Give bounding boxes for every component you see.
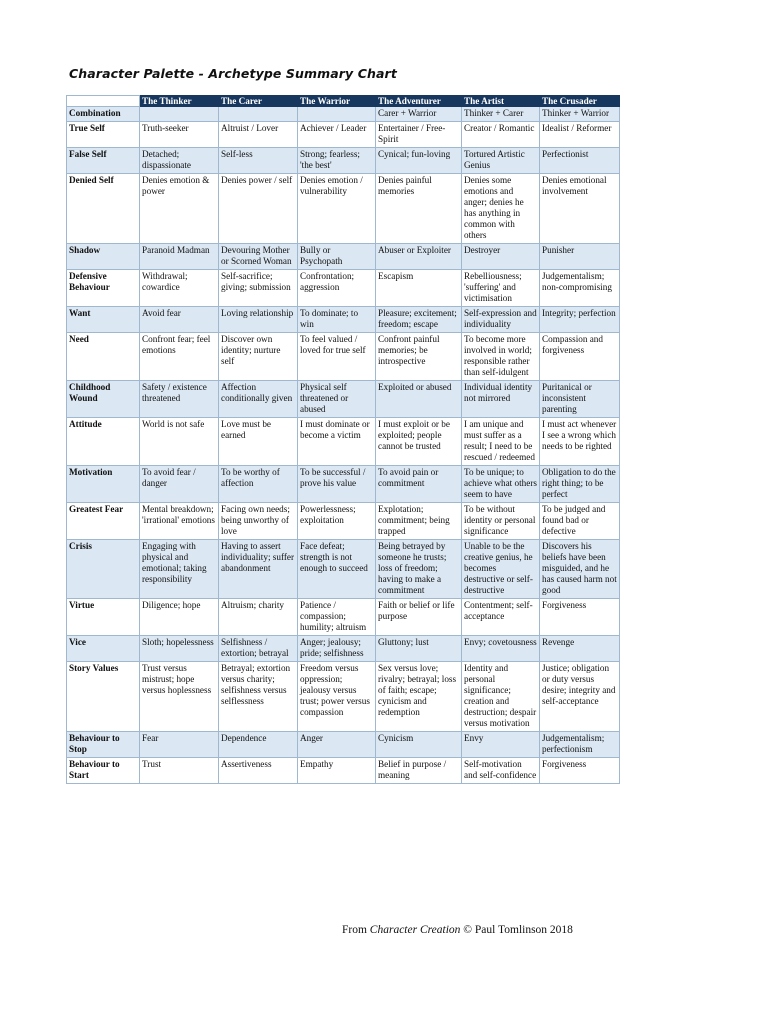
archetype-table — [66, 95, 620, 784]
table-cell: Freedom versus oppression; jealousy versus trust; power versus compassion — [298, 662, 376, 732]
row-label: Greatest Fear — [67, 503, 140, 540]
table-row — [67, 466, 620, 503]
table-cell: Face defeat; strength is not enough to succeed — [298, 540, 376, 599]
table-cell: Truth-seeker — [140, 122, 219, 148]
row-label: Attitude — [67, 418, 140, 466]
footer-prefix: From — [342, 924, 370, 936]
table-cell: Self-less — [219, 148, 298, 174]
row-label: Need — [67, 333, 140, 381]
table-cell — [140, 107, 219, 122]
table-cell: Individual identity not mirrored — [462, 381, 540, 418]
table-row — [67, 148, 620, 174]
table-cell: Explotation; commitment; being trapped — [376, 503, 462, 540]
table-cell: Confront painful memories; be introspective — [376, 333, 462, 381]
table-cell: Safety / existence threatened — [140, 381, 219, 418]
row-label: Behaviour to Start — [67, 758, 140, 784]
row-label: Crisis — [67, 540, 140, 599]
table-cell: Tortured Artistic Genius — [462, 148, 540, 174]
table-cell: Puritanical or inconsistent parenting — [540, 381, 620, 418]
table-row — [67, 732, 620, 758]
table-cell: Denies some emotions and anger; denies he has anything in common with others — [462, 174, 540, 244]
table-cell: Rebelliousness; 'suffering' and victimisation — [462, 270, 540, 307]
table-cell: Self-sacrifice; giving; submission — [219, 270, 298, 307]
table-cell: Confront fear; feel emotions — [140, 333, 219, 381]
table-cell: Withdrawal; cowardice — [140, 270, 219, 307]
table-cell: Gluttony; lust — [376, 636, 462, 662]
table-cell: Revenge — [540, 636, 620, 662]
table-cell: Paranoid Madman — [140, 244, 219, 270]
table-cell: Powerlessness; exploitation — [298, 503, 376, 540]
table-cell: Cynicism — [376, 732, 462, 758]
table-cell: Contentment; self-acceptance — [462, 599, 540, 636]
row-label: Defensive Behaviour — [67, 270, 140, 307]
row-label: Want — [67, 307, 140, 333]
row-label: Combination — [67, 107, 140, 122]
table-row — [67, 636, 620, 662]
table-cell: Facing own needs; being unworthy of love — [219, 503, 298, 540]
table-cell: Identity and personal significance; creation and destruction; despair versus motivation — [462, 662, 540, 732]
table-cell: Sex versus love; rivalry; betrayal; loss of faith; escape; cynicism and redemption — [376, 662, 462, 732]
table-cell: Assertiveness — [219, 758, 298, 784]
row-label: False Self — [67, 148, 140, 174]
table-cell: World is not safe — [140, 418, 219, 466]
table-cell: I must exploit or be exploited; people cannot be trusted — [376, 418, 462, 466]
table-cell: Abuser or Exploiter — [376, 244, 462, 270]
table-cell: Perfectionist — [540, 148, 620, 174]
table-row — [67, 174, 620, 244]
table-cell: Bully or Psychopath — [298, 244, 376, 270]
table-cell: To feel valued / loved for true self — [298, 333, 376, 381]
table-cell: Fear — [140, 732, 219, 758]
table-cell: Justice; obligation or duty versus desire; integrity and self-acceptance — [540, 662, 620, 732]
row-label: Shadow — [67, 244, 140, 270]
table-cell: Discovers his beliefs have been misguided, and he has caused harm not good — [540, 540, 620, 599]
table-cell: Creator / Romantic — [462, 122, 540, 148]
table-row — [67, 758, 620, 784]
table-cell: Denies emotional involvement — [540, 174, 620, 244]
table-row — [67, 107, 620, 122]
table-cell — [219, 107, 298, 122]
table-cell: To be without identity or personal significance — [462, 503, 540, 540]
table-cell: Envy — [462, 732, 540, 758]
row-label: Vice — [67, 636, 140, 662]
table-cell: Faith or belief or life purpose — [376, 599, 462, 636]
table-cell: Carer + Warrior — [376, 107, 462, 122]
table-cell: Belief in purpose / meaning — [376, 758, 462, 784]
table-cell: Forgiveness — [540, 599, 620, 636]
table-cell: Denies painful memories — [376, 174, 462, 244]
table-row — [67, 599, 620, 636]
table-cell: To be worthy of affection — [219, 466, 298, 503]
table-cell: Entertainer / Free-Spirit — [376, 122, 462, 148]
table-row — [67, 540, 620, 599]
table-cell: Mental breakdown; 'irrational' emotions — [140, 503, 219, 540]
page-title: Character Palette - Archetype Summary Chart — [69, 66, 397, 81]
table-cell: Pleasure; excitement; freedom; escape — [376, 307, 462, 333]
table-cell: Exploited or abused — [376, 381, 462, 418]
table-row — [67, 307, 620, 333]
table-row — [67, 122, 620, 148]
table-cell: Dependence — [219, 732, 298, 758]
table-row — [67, 662, 620, 732]
footer-credit — [342, 924, 573, 936]
table-cell: Betrayal; extortion versus charity; selfishness versus selflessness — [219, 662, 298, 732]
table-cell: Patience / compassion; humility; altruism — [298, 599, 376, 636]
table-cell: Denies power / self — [219, 174, 298, 244]
table-cell: Anger; jealousy; pride; selfishness — [298, 636, 376, 662]
table-cell: Selfishness / extortion; betrayal — [219, 636, 298, 662]
table-cell: Judgementalism; non-compromising — [540, 270, 620, 307]
table-cell: Unable to be the creative genius, he becomes destructive or self-destructive — [462, 540, 540, 599]
table-cell: Envy; covetousness — [462, 636, 540, 662]
table-cell: Cynical; fun-loving — [376, 148, 462, 174]
table-cell: Physical self threatened or abused — [298, 381, 376, 418]
footer-copyright: © Paul Tomlinson 2018 — [460, 924, 573, 936]
table-cell: To be unique; to achieve what others seem to have — [462, 466, 540, 503]
table-cell: To dominate; to win — [298, 307, 376, 333]
table-cell: Sloth; hopelessness — [140, 636, 219, 662]
table-cell: Detached; dispassionate — [140, 148, 219, 174]
column-header: The Crusader — [540, 96, 620, 107]
table-cell: To avoid fear / danger — [140, 466, 219, 503]
table-cell: Engaging with physical and emotional; taking responsibility — [140, 540, 219, 599]
table-cell: Idealist / Reformer — [540, 122, 620, 148]
table-cell: I am unique and must suffer as a result; I need to be rescued / redeemed — [462, 418, 540, 466]
table-body — [67, 107, 620, 784]
table-cell: Affection conditionally given — [219, 381, 298, 418]
table-cell: Love must be earned — [219, 418, 298, 466]
table-cell: Destroyer — [462, 244, 540, 270]
column-header: The Thinker — [140, 96, 219, 107]
column-header: The Adventurer — [376, 96, 462, 107]
table-cell: Thinker + Warrior — [540, 107, 620, 122]
row-label: Virtue — [67, 599, 140, 636]
table-row — [67, 381, 620, 418]
table-cell: Denies emotion & power — [140, 174, 219, 244]
table-row — [67, 418, 620, 466]
row-label: Childhood Wound — [67, 381, 140, 418]
table-cell: Empathy — [298, 758, 376, 784]
table-cell: Confrontation; aggression — [298, 270, 376, 307]
table-cell: Thinker + Carer — [462, 107, 540, 122]
table-cell: Trust — [140, 758, 219, 784]
table-row — [67, 333, 620, 381]
table-cell: Judgementalism; perfectionism — [540, 732, 620, 758]
column-header: The Carer — [219, 96, 298, 107]
table-header-row — [67, 96, 620, 107]
table-cell: Devouring Mother or Scorned Woman — [219, 244, 298, 270]
table-cell: Discover own identity; nurture self — [219, 333, 298, 381]
footer-book-title: Character Creation — [369, 924, 461, 936]
table-cell: Denies emotion / vulnerability — [298, 174, 376, 244]
table-cell: Having to assert individuality; suffer abandonment — [219, 540, 298, 599]
table-cell: Achiever / Leader — [298, 122, 376, 148]
table-cell: Strong; fearless; 'the best' — [298, 148, 376, 174]
table-cell: To become more involved in world; responsible rather than self-idulgent — [462, 333, 540, 381]
table-row — [67, 244, 620, 270]
table-cell: Integrity; perfection — [540, 307, 620, 333]
table-cell: To be judged and found bad or defective — [540, 503, 620, 540]
table-cell: Diligence; hope — [140, 599, 219, 636]
table-cell: Anger — [298, 732, 376, 758]
row-label: Motivation — [67, 466, 140, 503]
table-cell — [298, 107, 376, 122]
table-cell: Being betrayed by someone he trusts; loss of freedom; having to make a commitment — [376, 540, 462, 599]
table-cell: Punisher — [540, 244, 620, 270]
table-cell: Compassion and forgiveness — [540, 333, 620, 381]
table-cell: I must act whenever I see a wrong which needs to be righted — [540, 418, 620, 466]
table-cell: Avoid fear — [140, 307, 219, 333]
table-cell: Escapism — [376, 270, 462, 307]
table-cell: Loving relationship — [219, 307, 298, 333]
table-cell: Obligation to do the right thing; to be perfect — [540, 466, 620, 503]
row-label: Behaviour to Stop — [67, 732, 140, 758]
table-row — [67, 503, 620, 540]
table-cell: Altruist / Lover — [219, 122, 298, 148]
row-label: True Self — [67, 122, 140, 148]
header-corner-cell — [67, 96, 140, 107]
table-cell: I must dominate or become a victim — [298, 418, 376, 466]
table-cell: Self-motivation and self-confidence — [462, 758, 540, 784]
table-cell: To avoid pain or commitment — [376, 466, 462, 503]
table-cell: Altruism; charity — [219, 599, 298, 636]
table-cell: Forgiveness — [540, 758, 620, 784]
table-row — [67, 270, 620, 307]
row-label: Denied Self — [67, 174, 140, 244]
table-cell: To be successful / prove his value — [298, 466, 376, 503]
row-label: Story Values — [67, 662, 140, 732]
table-cell: Trust versus mistrust; hope versus hoplessness — [140, 662, 219, 732]
column-header: The Warrior — [298, 96, 376, 107]
table-cell: Self-expression and individuality — [462, 307, 540, 333]
column-header: The Artist — [462, 96, 540, 107]
